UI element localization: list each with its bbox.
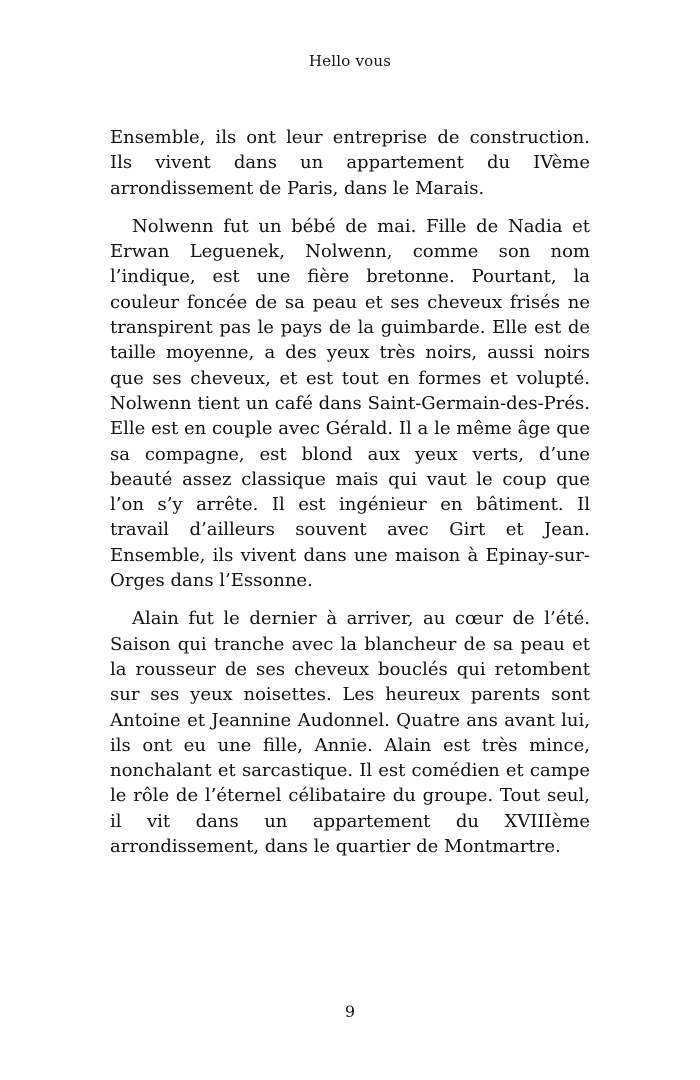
page-number: 9 [344,1002,356,1021]
running-header-title: Hello vous [308,52,392,70]
body-text [110,125,590,872]
paragraph-nolwenn: Nolwenn fut un bébé de mai. Fille de Nadia et Erwan Leguenek, Nolwenn, comme son nom l’indique, est une fière bretonne. Pourtant, la couleur foncée de sa peau et ses cheveux frisés ne transpirent pas le pays de la guimbarde. Elle est de taille moyenne, a des yeux très noirs, aussi noirs que ses cheveux, et est tout en formes et volupté. Nolwenn tient un café dans Saint-Germain-des-Prés. Elle est en couple avec Gérald. Il a le même âge que sa compagne, est blond aux yeux verts, d’une beauté assez classique mais qui vaut le coup que l’on s’y arrête. Il est ingénieur en bâtiment. Il travail d’ailleurs souvent avec Girt et Jean. Ensemble, ils vivent dans une maison à Epinay-sur-Orges dans l’Essonne. [110,215,590,592]
paragraph-alain: Alain fut le dernier à arriver, au cœur de l’été. Saison qui tranche avec la blancheur de sa peau et la rousseur de ses cheveux bouclés qui retombent sur ses yeux noisettes. Les heureux parents sont Antoine et Jeannine Audonnel. Quatre ans avant lui, ils ont eu une fille, Annie. Alain est très mince, nonchalant et sarcastique. Il est comédien et campe le rôle de l’éternel célibataire du groupe. Tout seul, il vit dans un appartement du XVIIIème arrondissement, dans le quartier de Montmartre. [110,608,590,858]
paragraph-continuation: Ensemble, ils ont leur entreprise de construction. Ils vivent dans un appartement du IVème arrondissement de Paris, dans le Marais. [110,127,590,199]
